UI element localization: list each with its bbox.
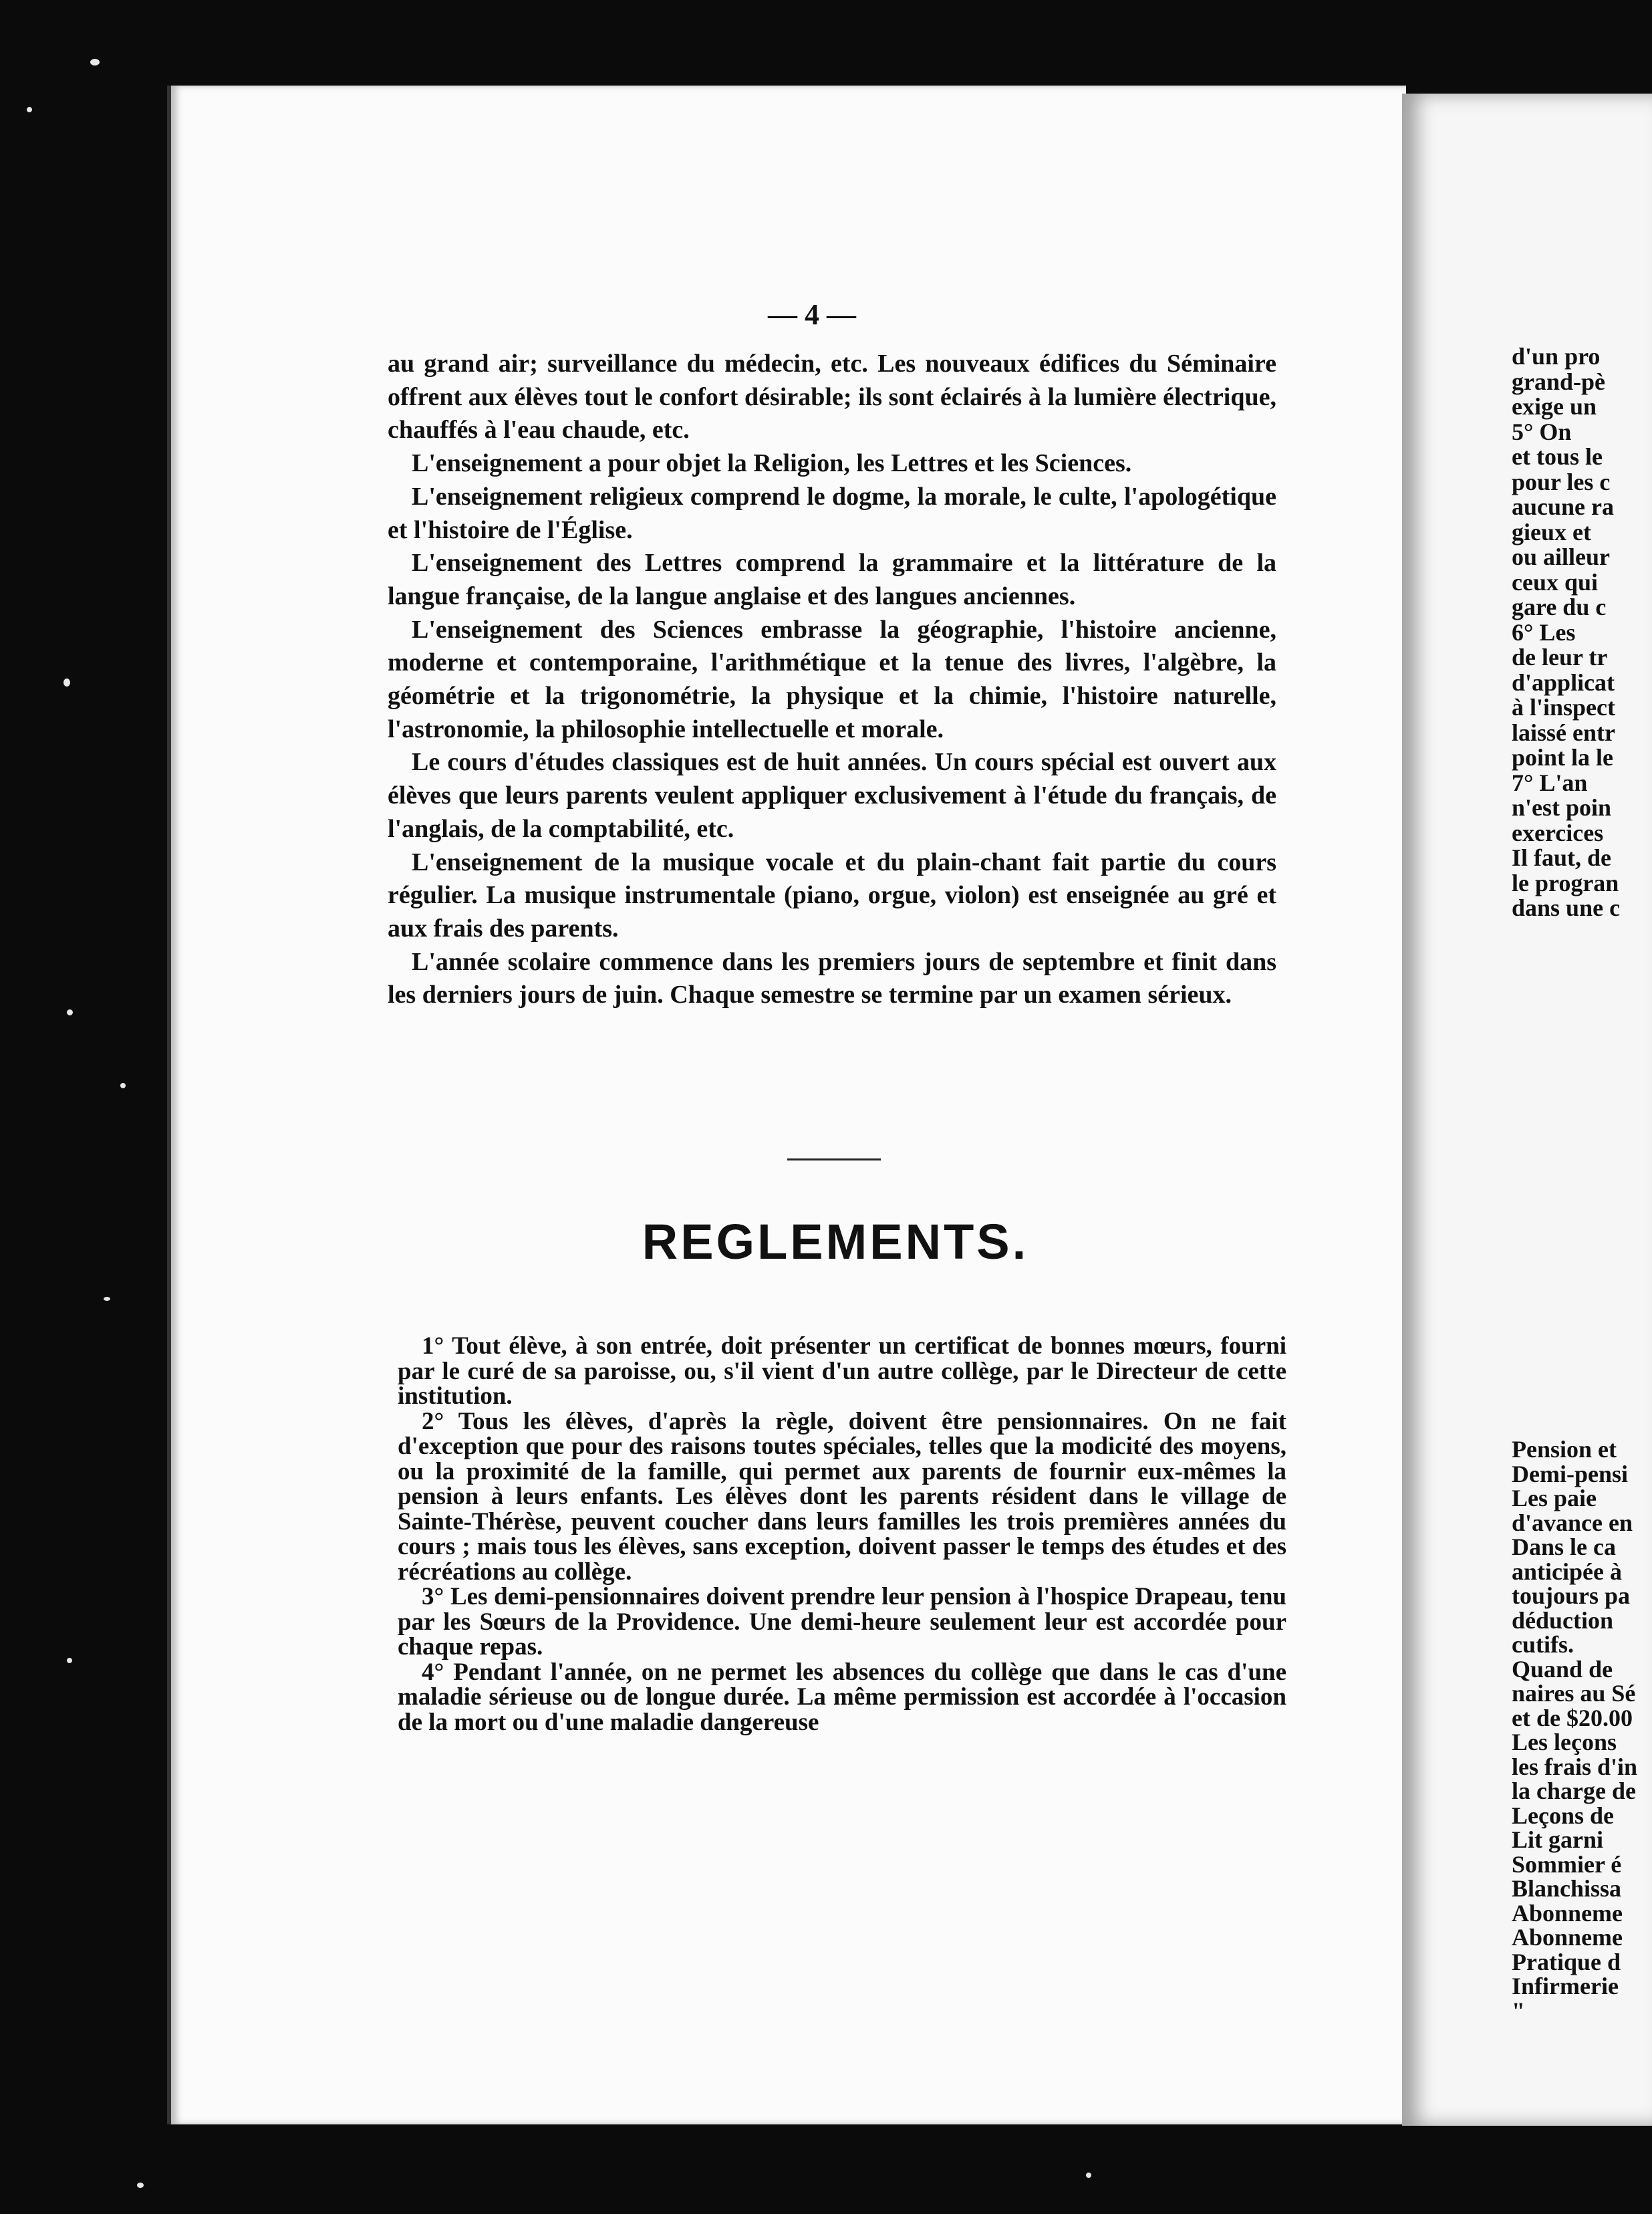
right-line: et de $20.00 xyxy=(1512,1704,1633,1731)
right-line: cutifs. xyxy=(1512,1631,1574,1658)
right-line: le progran xyxy=(1512,869,1619,896)
right-line: Pension et xyxy=(1512,1436,1617,1463)
rule-item: 2° Tous les élèves, d'après la règle, doivent être pensionnaires. On ne fait d'exception que pour des raisons toutes spéciales, telles que la modicité des moyens, ou la proximité de la famille, qui permet aux parents de fournir eux-mêmes la pension à leurs enfants. Les élèves dont les parents résident dans le village de Sainte-Thérèse, peuvent coucher dans leurs familles les trois premières années du cours ; mais tous les élèves, sans exception, doivent passer le temps des études et des récréations au collège. xyxy=(398,1407,1286,1586)
right-line: anticipée à xyxy=(1512,1558,1622,1585)
right-line: d'avance en xyxy=(1512,1509,1633,1536)
intro-text xyxy=(388,348,1276,1012)
right-line: gieux et xyxy=(1512,518,1591,545)
right-line: gare du c xyxy=(1512,594,1607,620)
right-line: Abonneme xyxy=(1512,1899,1623,1927)
right-line: laissé entr xyxy=(1512,719,1615,746)
right-line: à l'inspect xyxy=(1512,694,1616,721)
scan-speck xyxy=(120,1083,126,1088)
right-page-lower-text xyxy=(1512,1437,1652,2023)
page-number: — 4 — xyxy=(768,298,856,331)
right-line: Sommier é xyxy=(1512,1850,1622,1878)
scan-speck xyxy=(1086,2173,1091,2178)
scan-speck xyxy=(104,1297,110,1301)
right-line: dans une c xyxy=(1512,894,1621,921)
right-line: les frais d'in xyxy=(1512,1753,1638,1780)
right-line: toujours pa xyxy=(1512,1582,1631,1609)
scan-speck xyxy=(67,1009,73,1015)
scan-speck xyxy=(90,59,100,66)
rule-item: 4° Pendant l'année, on ne permet les absences du collège que dans le cas d'une maladie sérieuse ou de longue durée. La même permission est accordée à l'occasion de la mort ou d'une maladie dangereuse xyxy=(398,1658,1286,1736)
right-line: d'un pro xyxy=(1512,343,1601,370)
right-line: Pratique d xyxy=(1512,1948,1621,1975)
intro-paragraph: L'enseignement des Lettres comprend la grammaire et la littérature de la langue française, de la langue anglaise et des langues anciennes. xyxy=(388,549,1276,610)
right-line: la charge de xyxy=(1512,1777,1636,1804)
right-line: " xyxy=(1512,1997,1525,2024)
intro-paragraph: L'enseignement religieux comprend le dogme, la morale, le culte, l'apologétique et l'histoire de l'Église. xyxy=(388,482,1276,544)
intro-paragraph: L'enseignement des Sciences embrasse la géographie, l'histoire ancienne, moderne et contemporaine, l'arithmétique et la tenue des livres, l'algèbre, la géométrie et la trigonométrie, la physique et la chimie, l'histoire naturelle, l'astronomie, la philosophie intellectuelle et morale. xyxy=(388,615,1276,743)
rule-item: 1° Tout élève, à son entrée, doit présenter un certificat de bonnes mœurs, fourni par le curé de sa paroisse, ou, s'il vient d'un autre collège, par le Directeur de cette institution. xyxy=(398,1332,1286,1410)
section-divider xyxy=(787,1158,881,1160)
right-line: Demi-pensi xyxy=(1512,1460,1628,1487)
right-line: 7° L'an xyxy=(1512,769,1588,796)
right-line: Les leçons xyxy=(1512,1729,1617,1755)
right-line: exige un xyxy=(1512,393,1597,420)
rules-list xyxy=(398,1334,1286,1735)
right-line: Il faut, de xyxy=(1512,844,1612,871)
right-line: de leur tr xyxy=(1512,644,1608,670)
right-line: ou ailleur xyxy=(1512,543,1611,570)
right-line: exercices xyxy=(1512,819,1604,846)
intro-paragraph: L'enseignement a pour objet la Religion, les Lettres et les Sciences. xyxy=(412,449,1132,478)
right-line: Leçons de xyxy=(1512,1802,1614,1829)
right-line: et tous le xyxy=(1512,443,1603,470)
right-line: point la le xyxy=(1512,744,1614,771)
right-line: 5° On xyxy=(1512,418,1572,445)
intro-paragraph: Le cours d'études classiques est de huit années. Un cours spécial est ouvert aux élèves que leurs parents veulent appliquer exclusivement à l'étude du français, de l'anglais, de la comptabilité, etc. xyxy=(388,748,1276,843)
right-line: Blanchissa xyxy=(1512,1875,1622,1902)
right-line: Dans le ca xyxy=(1512,1533,1616,1560)
intro-paragraph: L'enseignement de la musique vocale et du plain-chant fait partie du cours régulier. La musique instrumentale (piano, orgue, violon) est enseignée au gré et aux frais des parents. xyxy=(388,848,1276,943)
right-line: Abonneme xyxy=(1512,1924,1623,1951)
rule-item: 3° Les demi-pensionnaires doivent prendre leur pension à l'hospice Drapeau, tenu par les Sœurs de la Providence. Une demi-heure seulement leur est accordée pour chaque repas. xyxy=(398,1583,1286,1660)
right-line: Lit garni xyxy=(1512,1826,1604,1853)
right-line: 6° Les xyxy=(1512,618,1576,646)
right-line: Infirmerie xyxy=(1512,1973,1619,1999)
intro-paragraph: L'année scolaire commence dans les premiers jours de septembre et finit dans les derniers jours de juin. Chaque semestre se termine par un examen sérieux. xyxy=(388,947,1276,1009)
right-line: grand-pè xyxy=(1512,368,1606,395)
right-line: n'est poin xyxy=(1512,794,1612,821)
scan-speck xyxy=(137,2183,144,2188)
scan-speck xyxy=(27,107,32,112)
right-line: aucune ra xyxy=(1512,493,1614,520)
scan-speck xyxy=(67,1658,72,1663)
right-line: naires au Sé xyxy=(1512,1680,1636,1707)
right-line: ceux qui xyxy=(1512,568,1599,596)
intro-paragraph: au grand air; surveillance du médecin, etc. Les nouveaux édifices du Séminaire offrent aux élèves tout le confort désirable; ils sont éclairés à la lumière électrique, chauffés à l'eau chaude, etc. xyxy=(388,350,1276,445)
right-line: pour les c xyxy=(1512,468,1611,495)
section-heading: REGLEMENTS. xyxy=(642,1214,1029,1269)
right-page-upper-text xyxy=(1512,344,1652,921)
right-line: d'applicat xyxy=(1512,668,1615,696)
scan-speck xyxy=(63,679,70,687)
right-line: Les paie xyxy=(1512,1485,1597,1511)
right-line: Quand de xyxy=(1512,1655,1613,1683)
right-line: déduction xyxy=(1512,1606,1614,1634)
